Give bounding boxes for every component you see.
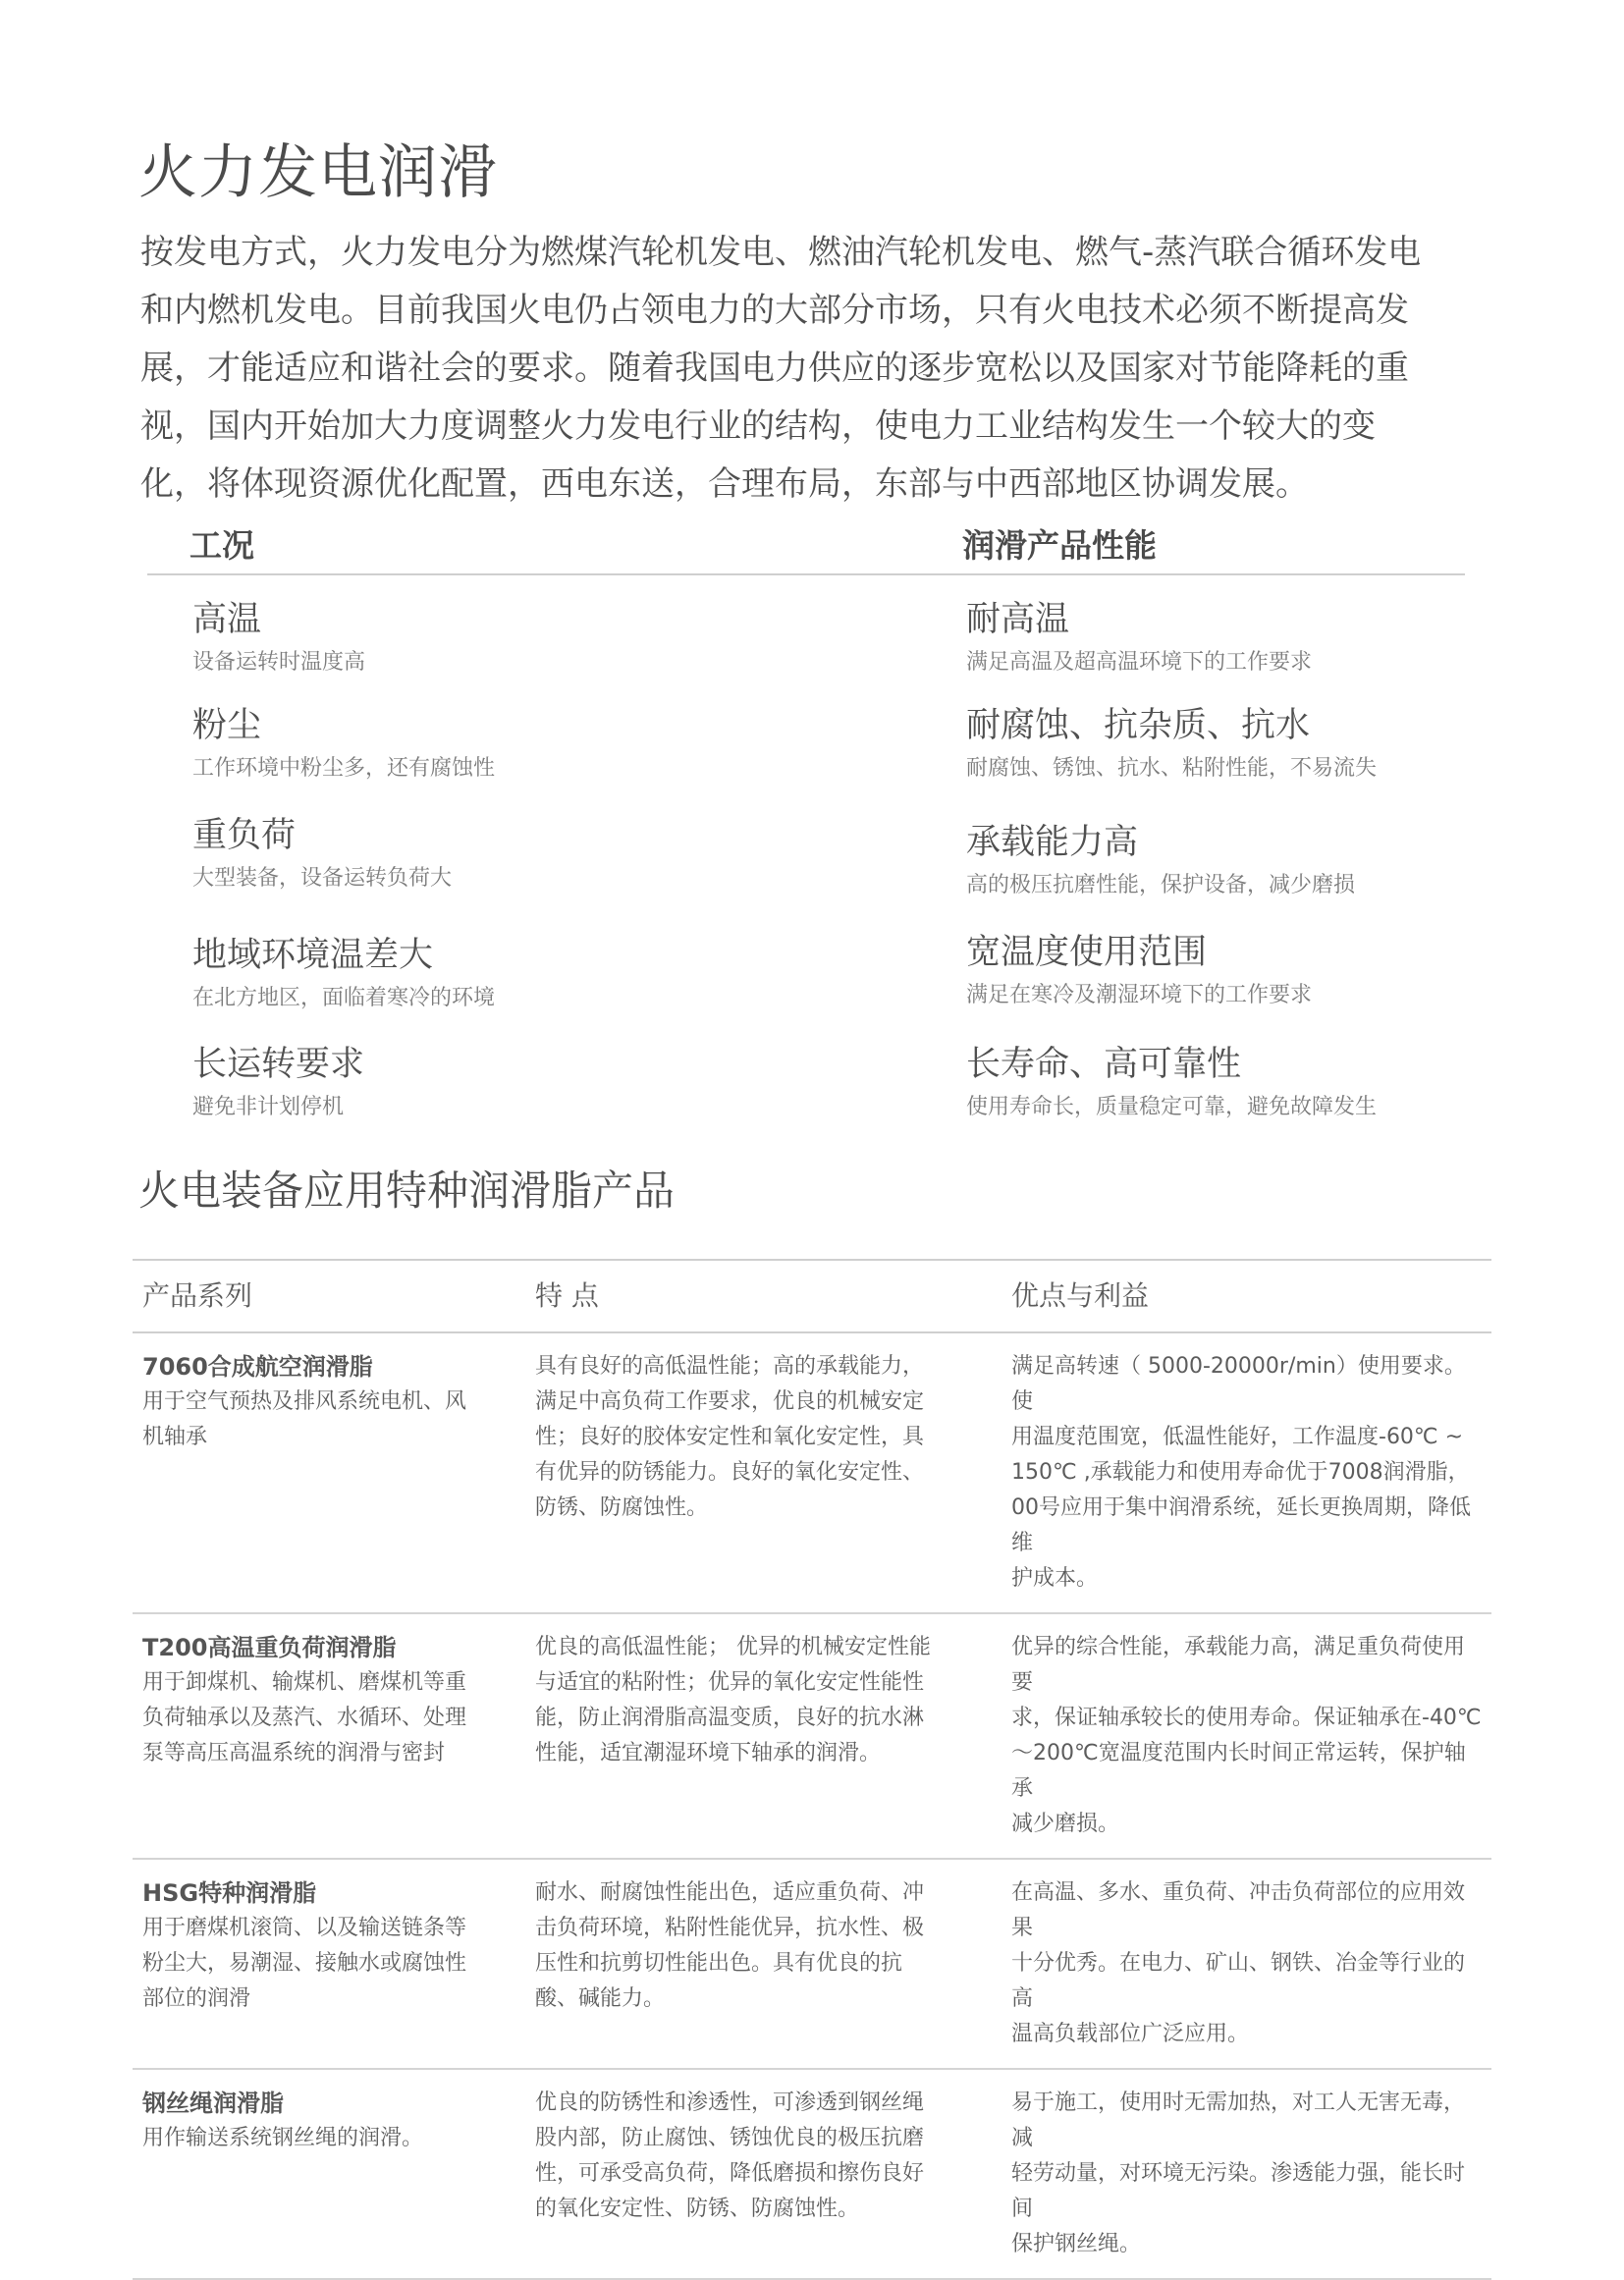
performance-item-long-life	[966, 1043, 1377, 1123]
performance-subtitle: 高的极压抗磨性能，保护设备，减少磨损	[966, 873, 1356, 897]
performance-item-load-capacity	[966, 821, 1355, 901]
text-line: 股内部，防止腐蚀、锈蚀优良的极压抗磨	[535, 2126, 925, 2150]
performance-item-heat-resistant	[966, 598, 1312, 679]
text-line: ～200℃宽温度范围内长时间正常运转，保护轴承	[1011, 1741, 1466, 1801]
condition-item-heavy-load	[192, 814, 452, 895]
column-header-series: 产品系列	[133, 1260, 525, 1332]
text-line: 机轴承	[142, 1425, 208, 1449]
performance-subtitle: 满足高温及超高温环境下的工作要求	[966, 650, 1313, 675]
condition-subtitle: 避免非计划停机	[192, 1095, 345, 1119]
performance-item-corrosion-resistant	[966, 704, 1377, 785]
text-line: 耐水、耐腐蚀性能出色，适应重负荷、冲	[535, 1880, 925, 1905]
performance-item-wide-temp-range	[966, 931, 1312, 1011]
text-line: 击负荷环境，粘附性能优异，抗水性、极	[535, 1916, 925, 1940]
page-title: 火力发电润滑	[138, 138, 498, 207]
text-line: 与适宜的粘附性；优异的氧化安定性能性	[535, 1670, 925, 1695]
table-row	[133, 1613, 1491, 1859]
product-description	[142, 1665, 515, 1771]
features-cell	[525, 1613, 1001, 1859]
text-line: 性，可承受高负荷，降低磨损和擦伤良好	[535, 2161, 925, 2186]
condition-subtitle: 大型装备，设备运转负荷大	[192, 866, 453, 891]
text-line: 易于施工，使用时无需加热，对工人无害无毒，减	[1011, 2090, 1466, 2150]
text-line: 优良的高低温性能； 优异的机械安定性能	[535, 1635, 931, 1659]
product-cell	[133, 1859, 525, 2069]
condition-subtitle: 在北方地区，面临着寒冷的环境	[192, 986, 496, 1010]
intro-paragraph	[140, 224, 1486, 514]
column-header-features: 特 点	[525, 1260, 1001, 1332]
text-line: 温高负载部位广泛应用。	[1011, 2022, 1250, 2046]
text-line: 部位的润滑	[142, 1986, 251, 2011]
condition-title: 高温	[192, 600, 262, 639]
text-line: 用作输送系统钢丝绳的润滑。	[142, 2126, 424, 2150]
text-line: 150℃ ,承载能力和使用寿命优于7008润滑脂，	[1011, 1460, 1470, 1485]
condition-title: 地域环境温差大	[192, 936, 434, 975]
product-description	[142, 1384, 515, 1455]
benefits-cell	[1001, 2069, 1491, 2279]
text-line: 粉尘大，易潮湿、接触水或腐蚀性	[142, 1951, 467, 1976]
performance-title: 宽温度使用范围	[966, 933, 1208, 972]
text-line: 轻劳动量，对环境无污染。渗透能力强，能长时间	[1011, 2161, 1466, 2221]
product-cell	[133, 2069, 525, 2279]
text-line: 求，保证轴承较长的使用寿命。保证轴承在-40℃	[1011, 1706, 1482, 1730]
condition-item-dust	[192, 704, 495, 785]
performance-subtitle: 使用寿命长，质量稳定可靠，避免故障发生	[966, 1095, 1378, 1119]
product-description	[142, 2121, 515, 2156]
text-line: 酸、碱能力。	[535, 1986, 666, 2011]
text-line: 护成本。	[1011, 1566, 1099, 1591]
intro-line: 展，才能适应和谐社会的要求。随着我国电力供应的逐步宽松以及国家对节能降耗的重	[140, 349, 1409, 388]
text-line: 的氧化安定性、防锈、防腐蚀性。	[535, 2197, 860, 2221]
condition-title: 长运转要求	[192, 1045, 365, 1084]
features-cell	[525, 1332, 1001, 1613]
column-header-benefits: 优点与利益	[1001, 1260, 1491, 1332]
text-line: 用温度范围宽，低温性能好，工作温度-60℃ ~	[1011, 1425, 1464, 1449]
product-description	[142, 1911, 515, 2017]
condition-item-temp-difference	[192, 934, 495, 1014]
condition-item-high-temp	[192, 598, 365, 679]
performance-header: 润滑产品性能	[962, 526, 1157, 565]
product-name: T200高温重负荷润滑脂	[142, 1634, 397, 1661]
text-line: 用于空气预热及排风系统电机、风	[142, 1389, 467, 1414]
text-line: 满足中高负荷工作要求，优良的机械安定	[535, 1389, 925, 1414]
text-line: 性能，适宜潮湿环境下轴承的润滑。	[535, 1741, 882, 1765]
benefits-cell	[1001, 1332, 1491, 1613]
conditions-divider	[147, 573, 1465, 575]
text-line: 保护钢丝绳。	[1011, 2232, 1142, 2256]
performance-title: 长寿命、高可靠性	[966, 1045, 1242, 1084]
text-line: 性；良好的胶体安定性和氧化安定性，具	[535, 1425, 925, 1449]
text-line: 有优异的防锈能力。良好的氧化安定性、	[535, 1460, 925, 1485]
performance-subtitle: 满足在寒冷及潮湿环境下的工作要求	[966, 983, 1313, 1007]
text-line: 泵等高压高温系统的润滑与密封	[142, 1741, 446, 1765]
performance-title: 承载能力高	[966, 823, 1139, 862]
features-cell	[525, 1859, 1001, 2069]
text-line: 负荷轴承以及蒸汽、水循环、处理	[142, 1706, 467, 1730]
performance-subtitle: 耐腐蚀、锈蚀、抗水、粘附性能，不易流失	[966, 756, 1378, 781]
intro-line: 化，将体现资源优化配置，西电东送，合理布局，东部与中西部地区协调发展。	[140, 464, 1309, 504]
product-name: HSG特种润滑脂	[142, 1879, 317, 1907]
products-table	[133, 1259, 1491, 2280]
text-line: 优良的防锈性和渗透性，可渗透到钢丝绳	[535, 2090, 925, 2115]
condition-subtitle: 工作环境中粉尘多，还有腐蚀性	[192, 756, 496, 781]
text-line: 用于卸煤机、输煤机、磨煤机等重	[142, 1670, 467, 1695]
text-line: 00号应用于集中润滑系统，延长更换周期，降低维	[1011, 1495, 1471, 1555]
table-row	[133, 2069, 1491, 2279]
intro-line: 视，国内开始加大力度调整火力发电行业的结构，使电力工业结构发生一个较大的变	[140, 407, 1376, 446]
text-line: 用于磨煤机滚筒、以及输送链条等	[142, 1916, 467, 1940]
products-section-title: 火电装备应用特种润滑脂产品	[138, 1167, 676, 1215]
condition-title: 粉尘	[192, 706, 262, 745]
text-line: 十分优秀。在电力、矿山、钢铁、冶金等行业的高	[1011, 1951, 1466, 2011]
text-line: 具有良好的高低温性能；高的承载能力，	[535, 1354, 925, 1379]
intro-line: 和内燃机发电。目前我国火电仍占领电力的大部分市场，只有火电技术必须不断提高发	[140, 291, 1409, 330]
table-row	[133, 1859, 1491, 2069]
product-cell	[133, 1613, 525, 1859]
text-line: 满足高转速（ 5000-20000r/min）使用要求。使	[1011, 1354, 1466, 1414]
text-line: 能，防止润滑脂高温变质，良好的抗水淋	[535, 1706, 925, 1730]
text-line: 在高温、多水、重负荷、冲击负荷部位的应用效果	[1011, 1880, 1466, 1940]
condition-title: 重负荷	[192, 816, 297, 855]
intro-line: 按发电方式，火力发电分为燃煤汽轮机发电、燃油汽轮机发电、燃气-蒸汽联合循环发电	[140, 233, 1422, 272]
text-line: 优异的综合性能，承载能力高，满足重负荷使用要	[1011, 1635, 1466, 1695]
performance-title: 耐腐蚀、抗杂质、抗水	[966, 706, 1311, 745]
benefits-cell	[1001, 1859, 1491, 2069]
text-line: 防锈、防腐蚀性。	[535, 1495, 709, 1520]
table-row	[133, 1332, 1491, 1613]
product-name: 7060合成航空润滑脂	[142, 1353, 373, 1381]
benefits-cell	[1001, 1613, 1491, 1859]
product-name: 钢丝绳润滑脂	[142, 2090, 284, 2117]
performance-title: 耐高温	[966, 600, 1070, 639]
product-cell	[133, 1332, 525, 1613]
condition-subtitle: 设备运转时温度高	[192, 650, 366, 675]
features-cell	[525, 2069, 1001, 2279]
table-header-row	[133, 1260, 1491, 1332]
text-line: 压性和抗剪切性能出色。具有优良的抗	[535, 1951, 903, 1976]
conditions-header: 工况	[189, 526, 254, 565]
condition-item-long-run	[192, 1043, 364, 1123]
text-line: 减少磨损。	[1011, 1812, 1120, 1836]
